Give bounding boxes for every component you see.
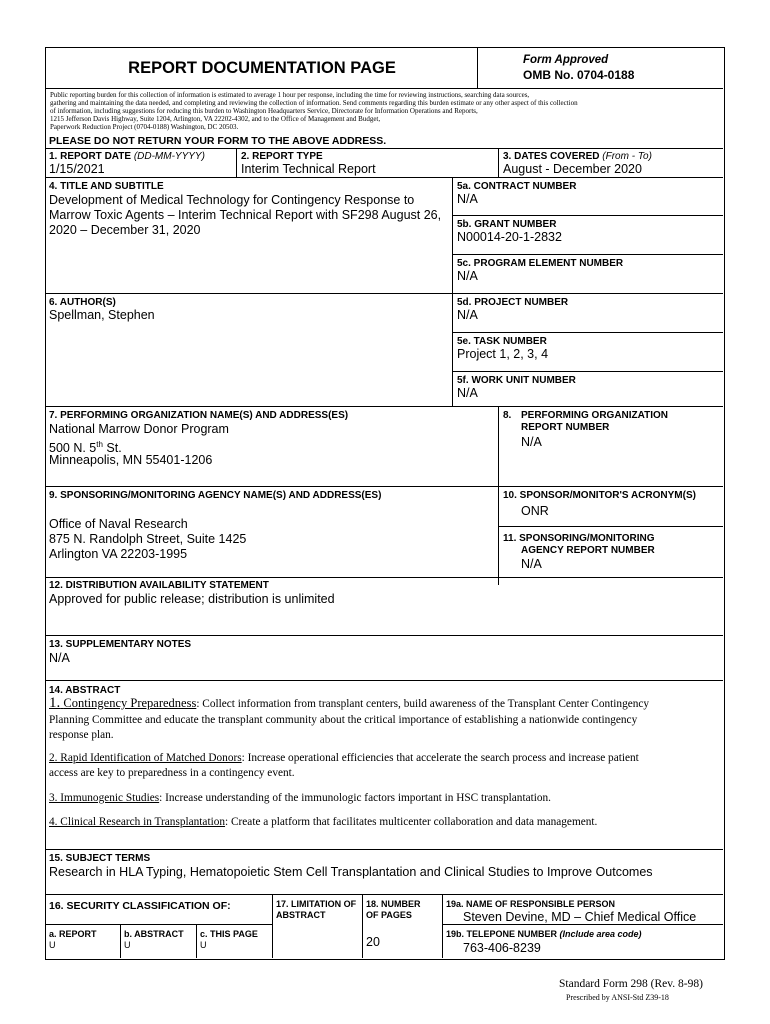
divider <box>452 254 723 255</box>
work-unit-value: N/A <box>457 386 478 400</box>
grant-label: 5b. GRANT NUMBER <box>457 219 557 230</box>
abstract-body <box>49 696 721 831</box>
performing-org-street: 500 N. 5th St. <box>49 440 122 456</box>
burden-line: of information, including suggestions for reducing this burden to Washington Headquarters Service, Directorate for Information Operations and Reports, <box>50 107 478 115</box>
telephone-value: 763-406-8239 <box>463 941 541 955</box>
project-label: 5d. PROJECT NUMBER <box>457 297 569 308</box>
acronym-label: 10. SPONSOR/MONITOR'S ACRONYM(S) <box>503 490 696 501</box>
divider <box>452 215 723 216</box>
acronym-value: ONR <box>521 504 549 518</box>
abstract-class-value: U <box>124 940 131 950</box>
supplementary-notes-label: 13. SUPPLEMENTARY NOTES <box>49 639 192 650</box>
divider <box>452 332 723 333</box>
task-label: 5e. TASK NUMBER <box>457 336 547 347</box>
burden-line: gathering and maintaining the data needed, and completing and reviewing the collection of information. Send comments regarding this burden estimate or any other aspect of this collection <box>50 99 578 107</box>
standard-form-label: Standard Form 298 (Rev. 8-98) <box>559 978 703 990</box>
divider <box>46 635 723 636</box>
agency-report-label: 11. SPONSORING/MONITORING <box>503 533 655 544</box>
perf-report-number-label: PERFORMING ORGANIZATION <box>521 410 669 421</box>
distribution-value: Approved for public release; distribution is unlimited <box>49 592 335 606</box>
page-class-value: U <box>200 940 207 950</box>
performing-org-name: National Marrow Donor Program <box>49 422 229 436</box>
perf-report-number-value: N/A <box>521 435 542 449</box>
authors-label: 6. AUTHOR(S) <box>49 297 116 308</box>
pages-label: OF PAGES <box>366 910 412 920</box>
divider <box>498 406 499 585</box>
dates-covered-hint: (From - To) <box>602 151 652 162</box>
divider <box>46 849 723 850</box>
sponsor-name: Office of Naval Research <box>49 517 188 531</box>
agency-report-value: N/A <box>521 557 542 571</box>
page-title: REPORT DOCUMENTATION PAGE <box>128 59 396 77</box>
pages-label: 18. NUMBER <box>366 899 421 909</box>
performing-org-label: 7. PERFORMING ORGANIZATION NAME(S) AND ADDRESS(ES) <box>49 410 349 421</box>
report-class-value: U <box>49 940 56 950</box>
report-documentation-form <box>45 47 725 960</box>
report-date-value: 1/15/2021 <box>49 162 105 176</box>
report-class-label: a. REPORT <box>49 929 97 939</box>
performing-org-city: Minneapolis, MN 55401-1206 <box>49 453 213 467</box>
contract-label: 5a. CONTRACT NUMBER <box>457 181 577 192</box>
abstract-paragraph: 4. Clinical Research in Transplantation: Create a platform that facilitates multicenter collaboration and data management. <box>49 816 598 828</box>
limitation-label: 17. LIMITATION OF <box>276 899 357 909</box>
form-approved-label: Form Approved <box>523 54 609 66</box>
security-classification-label: 16. SECURITY CLASSIFICATION OF: <box>49 900 231 912</box>
authors-value: Spellman, Stephen <box>49 308 155 322</box>
supplementary-notes-value: N/A <box>49 651 70 665</box>
abstract-paragraph: 1. Contingency Preparedness: Collect information from transplant centers, build awareness of the Transplant Center Contingency <box>49 695 650 711</box>
divider <box>46 577 723 578</box>
divider <box>498 526 723 527</box>
telephone-hint: (Include area code) <box>559 929 642 939</box>
divider <box>120 924 121 958</box>
divider <box>46 293 723 294</box>
title-line: Marrow Toxic Agents – Interim Technical Report with SF298 August 26, <box>49 208 442 222</box>
report-type-value: Interim Technical Report <box>241 162 376 176</box>
divider <box>46 680 723 681</box>
subject-terms-label: 15. SUBJECT TERMS <box>49 853 151 864</box>
report-date-label: 1. REPORT DATE (DD-MM-YYYY) <box>49 151 205 162</box>
sponsor-label: 9. SPONSORING/MONITORING AGENCY NAME(S) AND ADDRESS(ES) <box>49 490 382 501</box>
abstract-class-label: b. ABSTRACT <box>124 929 184 939</box>
agency-report-label: AGENCY REPORT NUMBER <box>521 545 655 556</box>
burden-line: Public reporting burden for this collection of information is estimated to average 1 hour per response, including the time for reviewing instructions, searching data sources, <box>50 91 530 99</box>
prescribed-label: Prescribed by ANSI-Std Z39-18 <box>566 993 669 1002</box>
project-value: N/A <box>457 308 478 322</box>
title-box <box>46 48 478 88</box>
report-date-hint: (DD-MM-YYYY) <box>133 151 205 162</box>
abstract-paragraph: access are key to preparedness in a contingency event. <box>49 767 295 779</box>
divider <box>46 924 272 925</box>
abstract-paragraph: response plan. <box>49 729 114 741</box>
responsible-person-label: 19a. NAME OF RESPONSIBLE PERSON <box>446 899 616 909</box>
title-line: Development of Medical Technology for Contingency Response to <box>49 193 415 207</box>
do-not-return-notice: PLEASE DO NOT RETURN YOUR FORM TO THE ABOVE ADDRESS. <box>49 135 387 147</box>
divider <box>46 486 723 487</box>
distribution-label: 12. DISTRIBUTION AVAILABILITY STATEMENT <box>49 580 269 591</box>
telephone-label: 19b. TELEPONE NUMBER (Include area code) <box>446 929 642 939</box>
abstract-paragraph: 3. Immunogenic Studies: Increase understanding of the immunologic factors important in HSC transplantation. <box>49 791 551 804</box>
report-type-label: 2. REPORT TYPE <box>241 151 323 162</box>
grant-value: N00014-20-1-2832 <box>457 230 562 244</box>
perf-report-number-label: REPORT NUMBER <box>521 422 610 433</box>
title-subtitle-label: 4. TITLE AND SUBTITLE <box>49 181 164 192</box>
task-value: Project 1, 2, 3, 4 <box>457 347 549 361</box>
burden-line: 1215 Jefferson Davis Highway, Suite 1204, Arlington, VA 22202-4302, and to the Office of Management and Budget, <box>50 115 381 123</box>
dates-covered-label: 3. DATES COVERED (From - To) <box>503 151 652 162</box>
divider <box>46 406 723 407</box>
omb-number: OMB No. 0704-0188 <box>523 68 635 82</box>
burden-statement <box>46 88 723 134</box>
divider <box>498 148 499 178</box>
abstract-label: 14. ABSTRACT <box>49 685 121 696</box>
divider <box>452 371 723 372</box>
dates-covered-value: August - December 2020 <box>503 162 642 176</box>
pages-value: 20 <box>366 935 380 949</box>
page-class-label: c. THIS PAGE <box>200 929 258 939</box>
abstract-paragraph: Planning Committee and educate the transplant community about the critical importance of establishing a nationwide contingency <box>49 713 638 726</box>
work-unit-label: 5f. WORK UNIT NUMBER <box>457 375 576 386</box>
divider <box>362 894 363 958</box>
divider <box>46 894 723 895</box>
sponsor-city: Arlington VA 22203-1995 <box>49 547 188 561</box>
responsible-person-value: Steven Devine, MD – Chief Medical Office <box>463 910 697 924</box>
divider <box>236 148 237 178</box>
sponsor-street: 875 N. Randolph Street, Suite 1425 <box>49 532 247 546</box>
title-line: 2020 – December 31, 2020 <box>49 223 201 237</box>
abstract-paragraph: 2. Rapid Identification of Matched Donors: Increase operational efficiencies that accelerate the search process and increase patient <box>49 751 639 764</box>
program-element-value: N/A <box>457 269 478 283</box>
burden-line: Paperwork Reduction Project (0704-0188) Washington, DC 20503. <box>50 123 239 131</box>
limitation-label: ABSTRACT <box>276 910 326 920</box>
divider <box>196 924 197 958</box>
divider <box>272 894 273 958</box>
program-element-label: 5c. PROGRAM ELEMENT NUMBER <box>457 258 624 269</box>
divider <box>442 894 443 958</box>
subject-terms-value: Research in HLA Typing, Hematopoietic Stem Cell Transplantation and Clinical Studies to Improve Outcomes <box>49 865 653 879</box>
contract-value: N/A <box>457 192 478 206</box>
perf-report-number-index: 8. <box>503 410 512 421</box>
